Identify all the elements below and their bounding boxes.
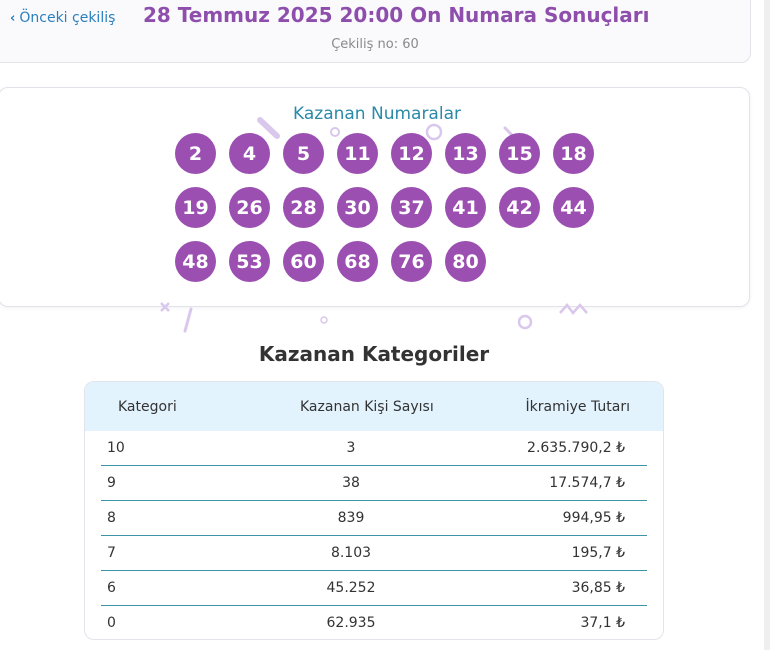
previous-draw-link[interactable] <box>10 10 115 26</box>
winning-categories-title: Kazanan Kategoriler <box>258 342 490 366</box>
number-ball: 80 <box>445 241 486 282</box>
page-scrollbar[interactable] <box>764 0 770 650</box>
table-row <box>101 571 647 606</box>
number-ball: 18 <box>553 133 594 174</box>
number-ball: 13 <box>445 133 486 174</box>
number-ball: 4 <box>229 133 270 174</box>
row-prize: 2.635.790,2 ₺ <box>527 440 625 456</box>
number-ball: 5 <box>283 133 324 174</box>
number-ball: 53 <box>229 241 270 282</box>
row-prize: 195,7 ₺ <box>571 545 625 561</box>
number-ball: 76 <box>391 241 432 282</box>
row-winners: 38 <box>342 475 360 491</box>
row-winners: 3 <box>346 440 356 456</box>
number-ball: 19 <box>175 187 216 228</box>
header-winners: Kazanan Kişi Sayısı <box>300 398 434 415</box>
row-category: 9 <box>107 475 116 491</box>
number-ball: 11 <box>337 133 378 174</box>
number-ball: 28 <box>283 187 324 228</box>
row-category: 10 <box>107 440 125 456</box>
number-ball: 2 <box>175 133 216 174</box>
row-category: 0 <box>107 615 116 631</box>
number-ball: 44 <box>553 187 594 228</box>
row-prize: 17.574,7 ₺ <box>549 475 625 491</box>
header-category: Kategori <box>118 398 177 415</box>
page-title: 28 Temmuz 2025 20:00 On Numara Sonuçları <box>143 3 650 27</box>
winning-categories-table <box>84 381 664 640</box>
number-ball: 30 <box>337 187 378 228</box>
table-row <box>101 466 647 501</box>
number-ball: 37 <box>391 187 432 228</box>
winning-numbers-title: Kazanan Numaralar <box>293 104 461 124</box>
number-ball: 12 <box>391 133 432 174</box>
row-prize: 994,95 ₺ <box>562 510 625 526</box>
table-row <box>101 501 647 536</box>
header-prize: İkramiye Tutarı <box>525 398 630 415</box>
row-category: 8 <box>107 510 116 526</box>
number-ball: 60 <box>283 241 324 282</box>
number-ball: 68 <box>337 241 378 282</box>
table-row <box>101 431 647 466</box>
table-row <box>101 606 647 640</box>
table-row <box>101 536 647 571</box>
previous-draw-label: Önceki çekiliş <box>19 10 116 26</box>
row-winners: 8.103 <box>330 545 372 561</box>
confetti-decoration-bottom-icon <box>155 295 605 340</box>
row-category: 7 <box>107 545 116 561</box>
number-ball: 48 <box>175 241 216 282</box>
row-category: 6 <box>107 580 116 596</box>
row-winners: 62.935 <box>326 615 376 631</box>
row-winners: 839 <box>337 510 365 526</box>
number-ball: 26 <box>229 187 270 228</box>
table-header <box>85 382 663 431</box>
number-ball: 15 <box>499 133 540 174</box>
draw-number: Çekiliş no: 60 <box>331 37 419 52</box>
row-prize: 37,1 ₺ <box>580 615 625 631</box>
number-ball: 41 <box>445 187 486 228</box>
number-ball: 42 <box>499 187 540 228</box>
row-winners: 45.252 <box>326 580 376 596</box>
row-prize: 36,85 ₺ <box>571 580 625 596</box>
chevron-left-icon: ‹ <box>10 10 16 26</box>
